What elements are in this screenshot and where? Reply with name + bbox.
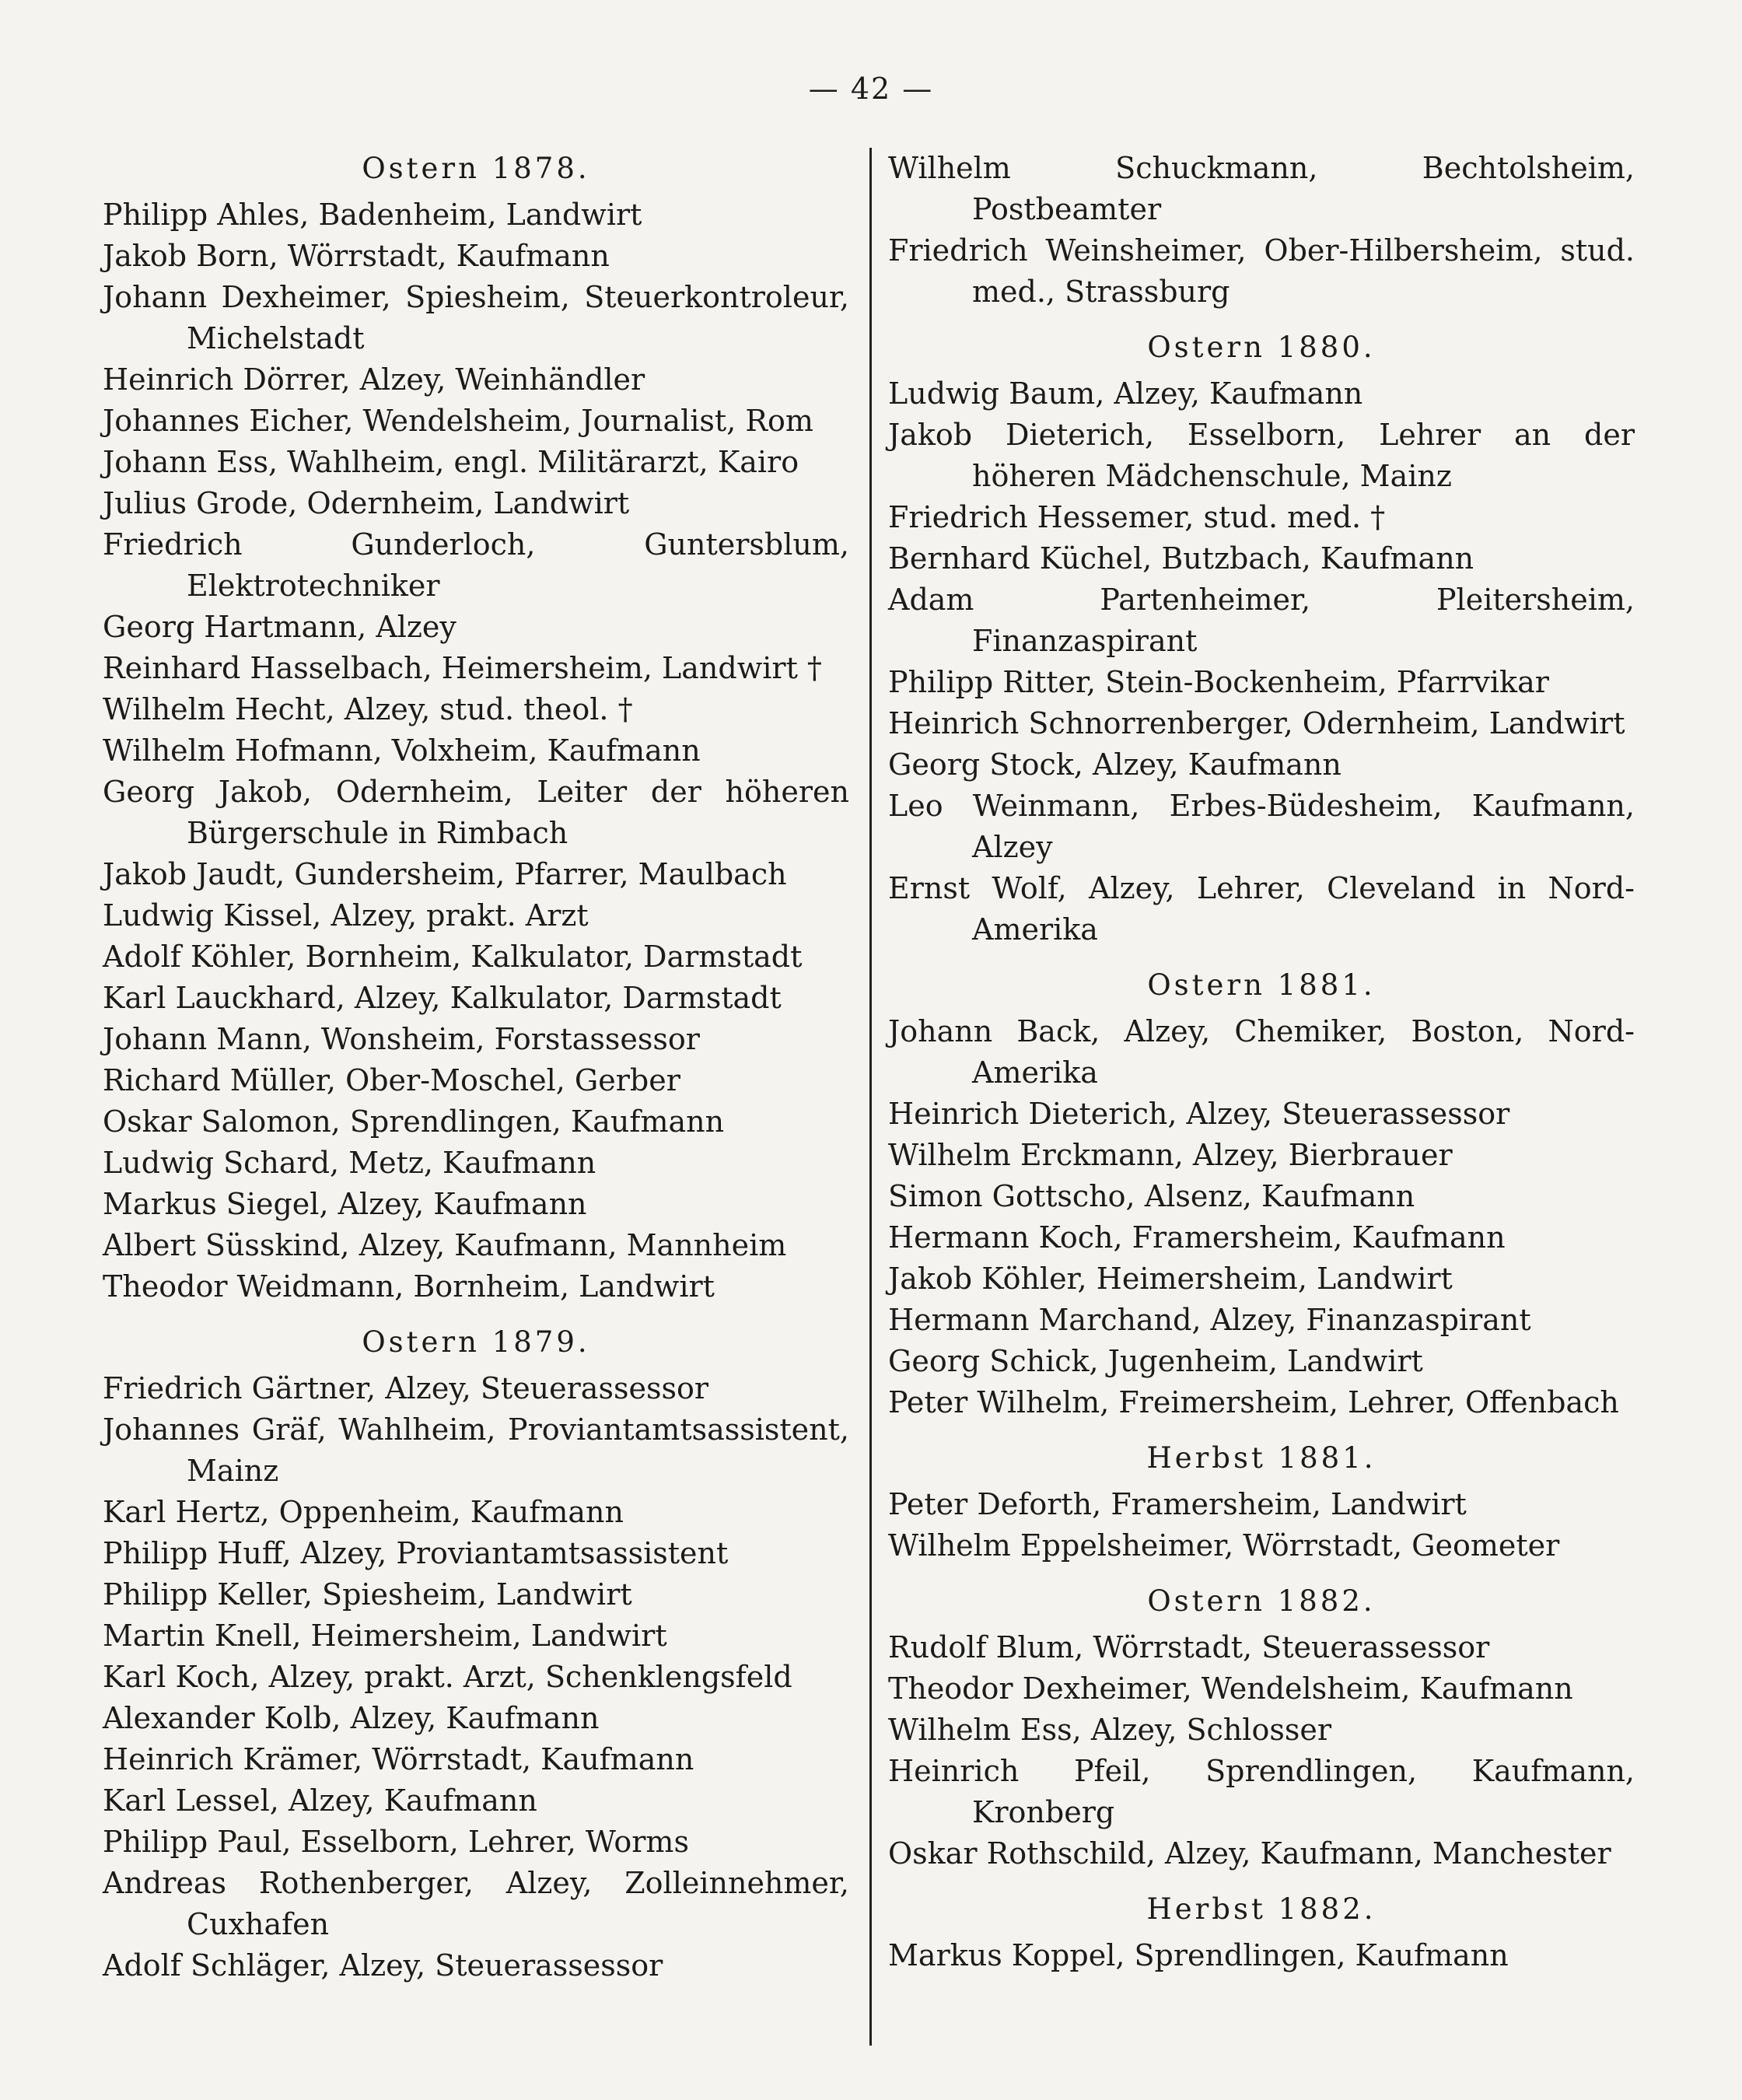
entry-list [888, 1011, 1635, 1423]
list-item: Philipp Huff, Alzey, Proviantamtsassistent [103, 1536, 729, 1570]
list-item: Adolf Köhler, Bornheim, Kalkulator, Darmstadt [103, 940, 803, 974]
section [888, 964, 1635, 1423]
list-item: Simon Gottscho, Alsenz, Kaufmann [888, 1179, 1415, 1213]
section [103, 1321, 849, 1986]
entry-list [888, 1627, 1635, 1874]
entry-list [888, 148, 1635, 313]
list-item: Andreas Rothenberger, Alzey, Zolleinnehmer, Cuxhafen [103, 1866, 849, 1941]
list-item: Markus Siegel, Alzey, Kaufmann [103, 1187, 587, 1221]
list-item: Georg Hartmann, Alzey [103, 610, 456, 644]
list-item: Markus Koppel, Sprendlingen, Kaufmann [888, 1938, 1509, 1972]
list-item: Jakob Jaudt, Gundersheim, Pfarrer, Maulbach [103, 857, 787, 891]
list-item: Johann Mann, Wonsheim, Forstassessor [103, 1022, 700, 1056]
list-item: Wilhelm Hecht, Alzey, stud. theol. † [103, 692, 633, 726]
list-item: Georg Jakob, Odernheim, Leiter der höheren Bürgerschule in Rimbach [103, 775, 849, 850]
list-item: Heinrich Dörrer, Alzey, Weinhändler [103, 362, 645, 397]
list-item: Jakob Dieterich, Esselborn, Lehrer an der höheren Mädchenschule, Mainz [888, 418, 1635, 493]
list-item: Adolf Schläger, Alzey, Steuerassessor [103, 1948, 663, 1983]
list-item: Reinhard Hasselbach, Heimersheim, Landwirt † [103, 651, 822, 685]
list-item: Oskar Rothschild, Alzey, Kaufmann, Manchester [888, 1836, 1611, 1871]
list-item: Karl Koch, Alzey, prakt. Arzt, Schenklengsfeld [103, 1660, 792, 1694]
list-item: Heinrich Pfeil, Sprendlingen, Kaufmann, Kronberg [888, 1754, 1635, 1829]
entry-list [888, 1484, 1635, 1566]
list-item: Friedrich Weinsheimer, Ober-Hilbersheim, stud. med., Strassburg [888, 233, 1635, 309]
list-item: Rudolf Blum, Wörrstadt, Steuerassessor [888, 1630, 1490, 1664]
list-item: Oskar Salomon, Sprendlingen, Kaufmann [103, 1104, 725, 1139]
list-item: Philipp Paul, Esselborn, Lehrer, Worms [103, 1825, 689, 1859]
section [888, 327, 1635, 950]
list-item: Ludwig Kissel, Alzey, prakt. Arzt [103, 898, 589, 933]
page-number: — 42 — [808, 72, 934, 106]
section-heading: Ostern 1879. [362, 1325, 590, 1359]
section-heading: Ostern 1882. [1147, 1584, 1376, 1618]
list-item: Philipp Ritter, Stein-Bockenheim, Pfarrvikar [888, 665, 1549, 699]
list-item: Heinrich Krämer, Wörrstadt, Kaufmann [103, 1742, 694, 1776]
list-item: Peter Deforth, Framersheim, Landwirt [888, 1487, 1467, 1521]
list-item: Friedrich Hessemer, stud. med. † [888, 500, 1386, 534]
list-item: Georg Stock, Alzey, Kaufmann [888, 747, 1341, 782]
list-item: Theodor Dexheimer, Wendelsheim, Kaufmann [888, 1671, 1573, 1706]
section-heading: Ostern 1880. [1147, 331, 1376, 364]
list-item: Martin Knell, Heimersheim, Landwirt [103, 1619, 667, 1653]
list-item: Richard Müller, Ober-Moschel, Gerber [103, 1063, 680, 1097]
list-item: Julius Grode, Odernheim, Landwirt [103, 486, 630, 520]
list-item: Karl Lauckhard, Alzey, Kalkulator, Darmstadt [103, 981, 782, 1015]
list-item: Georg Schick, Jugenheim, Landwirt [888, 1344, 1423, 1378]
list-item: Johann Dexheimer, Spiesheim, Steuerkontroleur, Michelstadt [103, 280, 849, 355]
list-item: Jakob Born, Wörrstadt, Kaufmann [103, 239, 610, 273]
list-item: Albert Süsskind, Alzey, Kaufmann, Mannheim [103, 1228, 787, 1262]
left-column [103, 148, 849, 1986]
list-item: Johannes Eicher, Wendelsheim, Journalist, Rom [103, 404, 813, 438]
list-item: Karl Lessel, Alzey, Kaufmann [103, 1783, 537, 1818]
list-item: Johann Back, Alzey, Chemiker, Boston, Nord-Amerika [888, 1014, 1635, 1090]
list-item: Johann Ess, Wahlheim, engl. Militärarzt, Kairo [103, 445, 799, 479]
entry-list [888, 373, 1635, 950]
list-item: Hermann Koch, Framersheim, Kaufmann [888, 1220, 1506, 1255]
section-heading: Ostern 1881. [1147, 968, 1376, 1002]
section-heading: Herbst 1881. [1146, 1441, 1376, 1475]
list-item: Bernhard Küchel, Butzbach, Kaufmann [888, 541, 1474, 576]
list-item: Ludwig Schard, Metz, Kaufmann [103, 1146, 596, 1180]
section [888, 1437, 1635, 1566]
list-item: Wilhelm Erckmann, Alzey, Bierbrauer [888, 1138, 1453, 1172]
right-column [888, 148, 1635, 1976]
list-item: Friedrich Gärtner, Alzey, Steuerassessor [103, 1371, 708, 1405]
list-item: Peter Wilhelm, Freimersheim, Lehrer, Offenbach [888, 1385, 1619, 1419]
entry-list [103, 194, 849, 1307]
entry-list [888, 1935, 1635, 1976]
section [103, 148, 849, 1307]
list-item: Leo Weinmann, Erbes-Büdesheim, Kaufmann, Alzey [888, 789, 1635, 864]
column-divider [869, 148, 872, 2046]
section-heading: Herbst 1882. [1146, 1892, 1376, 1926]
list-item: Johannes Gräf, Wahlheim, Proviantamtsassistent, Mainz [103, 1412, 849, 1488]
list-item: Hermann Marchand, Alzey, Finanzaspirant [888, 1303, 1531, 1337]
section-heading: Ostern 1878. [362, 152, 590, 185]
list-item: Wilhelm Ess, Alzey, Schlosser [888, 1713, 1331, 1747]
list-item: Philipp Ahles, Badenheim, Landwirt [103, 198, 642, 232]
list-item: Ludwig Baum, Alzey, Kaufmann [888, 376, 1363, 411]
list-item: Theodor Weidmann, Bornheim, Landwirt [103, 1269, 715, 1304]
section [888, 1580, 1635, 1874]
list-item: Philipp Keller, Spiesheim, Landwirt [103, 1577, 632, 1612]
list-item: Wilhelm Schuckmann, Bechtolsheim, Postbeamter [888, 151, 1635, 226]
entry-list [103, 1368, 849, 1986]
list-item: Heinrich Dieterich, Alzey, Steuerassessor [888, 1097, 1510, 1131]
list-item: Wilhelm Hofmann, Volxheim, Kaufmann [103, 733, 701, 768]
list-item: Adam Partenheimer, Pleitersheim, Finanzaspirant [888, 583, 1635, 658]
section [888, 1888, 1635, 1976]
list-item: Heinrich Schnorrenberger, Odernheim, Landwirt [888, 706, 1625, 740]
list-item: Jakob Köhler, Heimersheim, Landwirt [888, 1262, 1453, 1296]
list-item: Friedrich Gunderloch, Guntersblum, Elektrotechniker [103, 527, 849, 603]
list-item: Alexander Kolb, Alzey, Kaufmann [103, 1701, 600, 1735]
list-item: Ernst Wolf, Alzey, Lehrer, Cleveland in Nord-Amerika [888, 871, 1635, 947]
list-item: Wilhelm Eppelsheimer, Wörrstadt, Geometer [888, 1528, 1560, 1563]
list-item: Karl Hertz, Oppenheim, Kaufmann [103, 1495, 624, 1529]
